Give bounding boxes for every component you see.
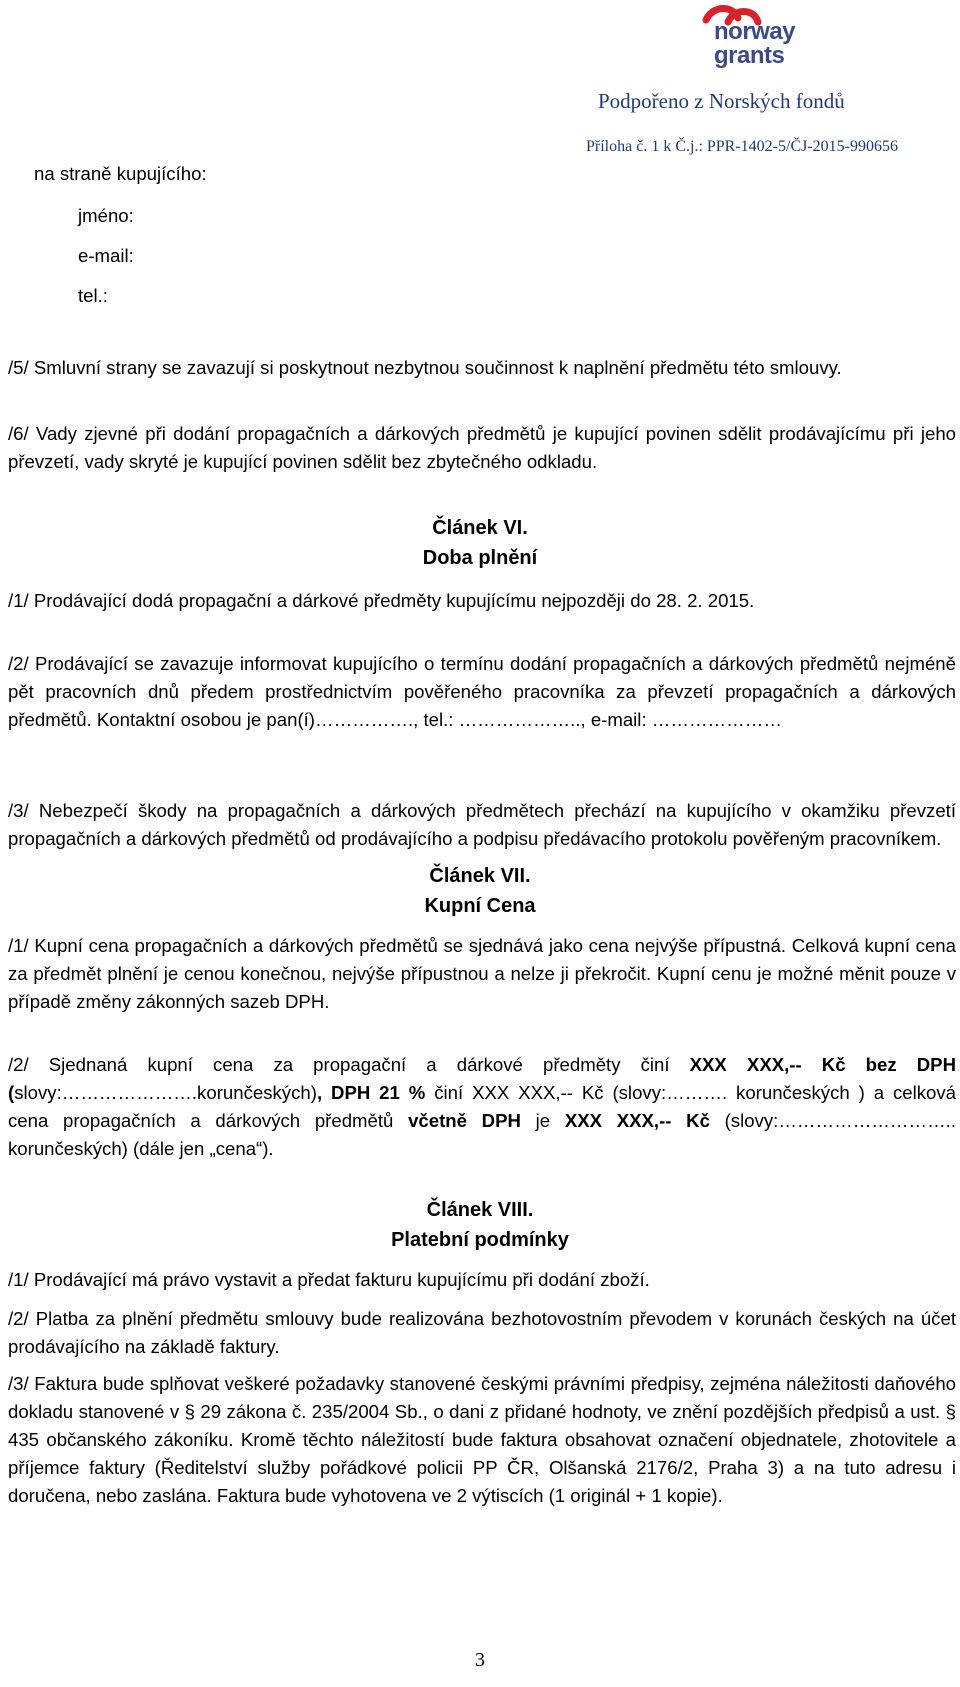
paragraph-5: /5/ Smluvní strany se zavazují si poskytnout nezbytnou součinnost k naplnění předmětu této smlouvy. — [8, 357, 842, 378]
article-6-paragraph-3: /3/ Nebezpečí škody na propagačních a dárkových předmětech přechází na kupujícího v okamžiku převzetí propagačních a dárkových předmětů od prodávajícího a podpisu předávacího protokolu pověřeným pracovníkem. — [8, 800, 956, 849]
article-7-title: Kupní Cena — [424, 895, 536, 917]
article-7-paragraph-2 — [8, 1051, 956, 1163]
article-6-paragraph-2: /2/ Prodávající se zavazuje informovat kupujícího o termínu dodání propagačních a dárkových předmětů nejméně pět pracovních dnů předem prostřednictvím pověřeného pracovníka za převzetí propagačních a dárkových předmětů. Kontaktní osobou je pan(í)……………., tel.: ……………….., e-mail: ………………… — [8, 653, 956, 730]
article-7-number: Článek VII. — [429, 865, 531, 887]
buyer-contact-intro: na straně kupujícího: — [34, 163, 207, 184]
price-text-g: je — [520, 1110, 565, 1131]
price-text-a: /2/ Sjednaná kupní cena za propagační a dárkové předměty činí — [8, 1054, 690, 1075]
price-bold-d: , DPH 21 % — [316, 1082, 426, 1103]
paragraph-6: /6/ Vady zjevné při dodání propagačních a dárkových předmětů je kupující povinen sdělit prodávajícímu při jeho převzetí, vady skryté je kupující povinen sdělit bez zbytečného odkladu. — [8, 423, 956, 472]
buyer-name-label: jméno: — [78, 205, 134, 226]
price-text-e: činí XXX XXX,-- Kč (slovy:………. korunčeských ) a celková cena propagačních a dárkových předmětů — [8, 1082, 957, 1131]
logo-line-1: norway — [714, 18, 796, 45]
article-8-paragraph-3: /3/ Faktura bude splňovat veškeré požadavky stanovené českými právními předpisy, zejména náležitosti daňového dokladu stanovené v § 29 zákona č. 235/2004 Sb., o dani z přidané hodnoty, ve znění pozdějších předpisů a ust. § 435 občanského zákoníku. Kromě těchto náležitostí bude faktura obsahovat označení objednatele, zhotovitele a příjemce faktury (Ředitelství služby pořádkové policii PP ČR, Olšanská 2176/2, Praha 3) a na tuto adresu i doručena, nebo zaslána. Faktura bude vyhotovena ve 2 výtiscích (1 originál + 1 kopie). — [8, 1373, 956, 1506]
article-6-number: Článek VI. — [432, 517, 528, 539]
logo-line-2: grants — [714, 42, 785, 69]
buyer-phone-label: tel.: — [78, 285, 108, 306]
supported-by-text: Podpořeno z Norských fondů — [598, 89, 845, 113]
page-number: 3 — [475, 1649, 485, 1671]
price-bold-b: XXX XXX,-- Kč bez DPH ( — [8, 1054, 956, 1103]
buyer-email-label: e-mail: — [78, 245, 134, 266]
article-6-title: Doba plnění — [422, 547, 538, 569]
article-8-paragraph-1: /1/ Prodávající má právo vystavit a předat fakturu kupujícímu při dodání zboží. — [8, 1269, 650, 1290]
article-8-number: Článek VIII. — [426, 1199, 534, 1221]
article-8-title: Platební podmínky — [391, 1229, 569, 1251]
article-6-paragraph-1: /1/ Prodávající dodá propagační a dárkové předměty kupujícímu nejpozději do 28. 2. 2015. — [8, 590, 755, 611]
price-text-c: slovy:………………….korunčeských) — [14, 1082, 317, 1103]
article-7-paragraph-1: /1/ Kupní cena propagačních a dárkových předmětů se sjednává jako cena nejvýše přípustná. Celková kupní cena za předmět plnění je cenou konečnou, nejvýše přípustnou a nelze ji překročit. Kupní cenu je možné měnit pouze v případě změny zákonných sazeb DPH. — [8, 935, 956, 1012]
price-bold-h: XXX XXX,-- Kč — [564, 1110, 710, 1131]
annex-reference: Příloha č. 1 k Č.j.: PPR-1402-5/ČJ-2015-990656 — [586, 138, 899, 155]
article-8-paragraph-2: /2/ Platba za plnění předmětu smlouvy bude realizována bezhotovostním převodem v korunách českých na účet prodávajícího na základě faktury. — [8, 1308, 956, 1357]
price-text-i: (slovy:……………………….. korunčeských) (dále jen „cena“). — [8, 1110, 957, 1159]
logo-wordmark — [714, 20, 824, 68]
price-bold-f: včetně DPH — [408, 1110, 521, 1131]
